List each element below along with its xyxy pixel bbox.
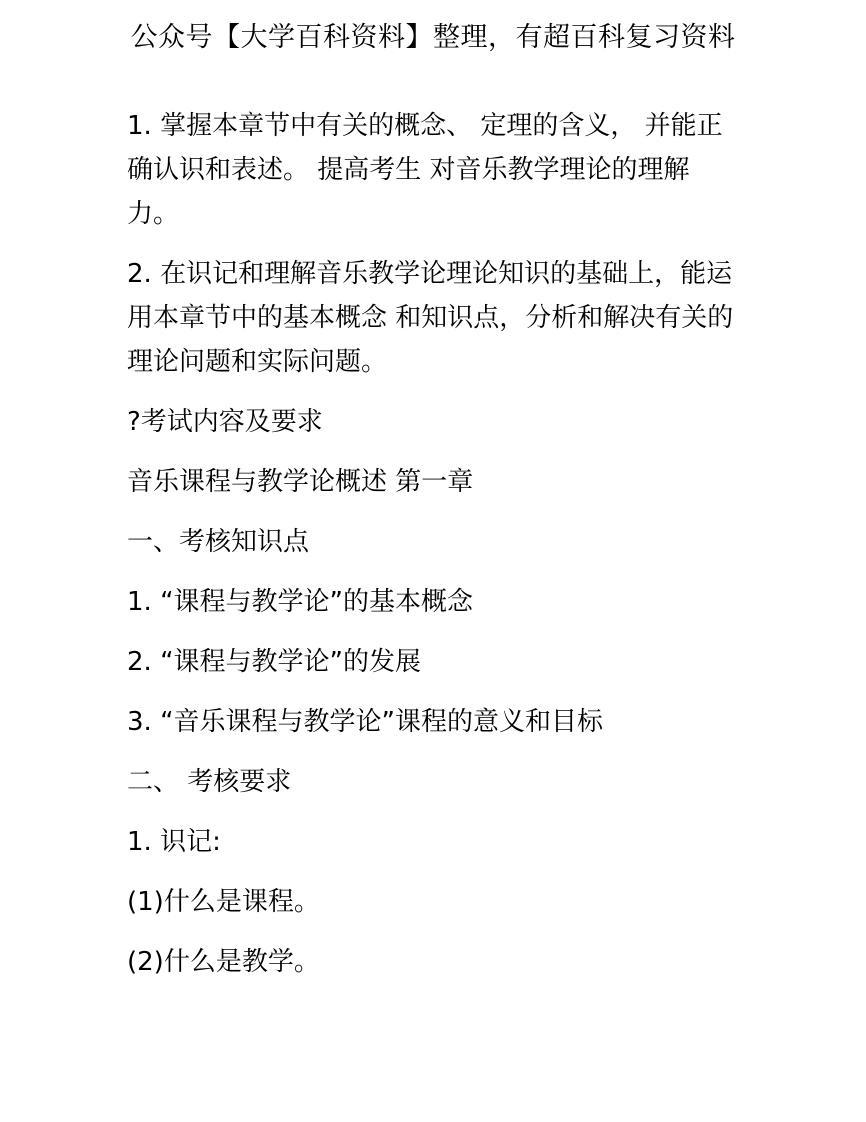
objective-paragraph-1: 1. 掌握本章节中有关的概念、 定理的含义， 并能正确认识和表述。 提高考生 对音乐教学理论的理解力。 [127,111,723,229]
exam-content-heading: ?考试内容及要求 [127,407,323,437]
requirement-item: 1. 识记: [127,827,221,857]
section-heading-requirements: 二、 考核要求 [127,767,292,797]
knowledge-point-item: 2. “课程与教学论”的发展 [127,647,422,677]
section-heading-knowledge-points: 一、考核知识点 [127,527,310,557]
knowledge-point-item: 1. “课程与教学论”的基本概念 [127,587,474,617]
chapter-title: 音乐课程与教学论概述 第一章 [127,467,474,497]
page-header: 公众号【大学百科资料】整理，有超百科复习资料 [130,22,736,53]
sub-item: (1)什么是课程。 [127,887,320,917]
document-body [127,104,737,1000]
sub-item: (2)什么是教学。 [127,947,320,977]
knowledge-point-item: 3. “音乐课程与教学论”课程的意义和目标 [127,707,604,737]
objective-paragraph-2: 2. 在识记和理解音乐教学论理论知识的基础上，能运用本章节中的基本概念 和知识点，分析和解决有关的理论问题和实际问题。 [127,259,734,377]
